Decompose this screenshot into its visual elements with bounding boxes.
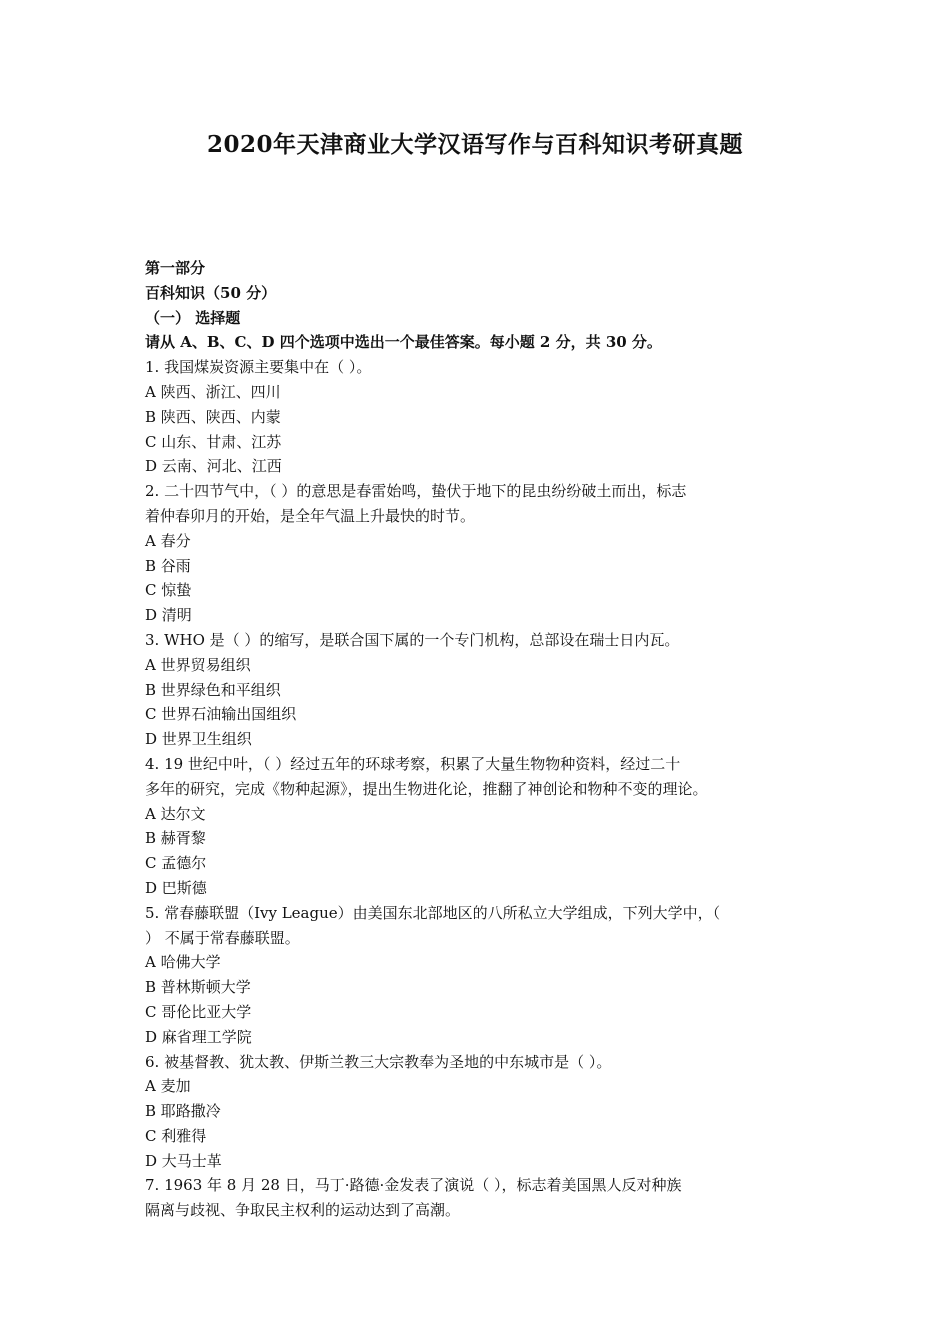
text-line: 1. 我国煤炭资源主要集中在（ ）。: [145, 358, 372, 377]
text-line: 6. 被基督教、犹太教、伊斯兰教三大宗教奉为圣地的中东城市是（ ）。: [145, 1052, 612, 1071]
text-line: 多年的研究，完成《物种起源》，提出生物进化论，推翻了神创论和物种不变的理论。: [145, 779, 708, 798]
text-line: 2. 二十四节气中，（ ）的意思是春雷始鸣，蛰伏于地下的昆虫纷纷破土而出，标志: [145, 482, 687, 501]
text-line: 7. 1963 年 8 月 28 日，马丁·路德·金发表了演说（ ），标志着美国黑人反对种族: [145, 1176, 682, 1195]
text-line: C 利雅得: [145, 1126, 207, 1145]
text-line: D 世界卫生组织: [145, 730, 252, 749]
text-line: B 赫胥黎: [145, 829, 206, 848]
text-line: B 谷雨: [145, 556, 191, 575]
document-title: 2020年天津商业大学汉语写作与百科知识考研真题: [206, 131, 743, 158]
text-line: C 世界石油输出国组织: [145, 705, 297, 724]
section-heading-line: 请从 A、B、C、D 四个选项中选出一个最佳答案。每小题 2 分，共 30 分。: [145, 333, 662, 352]
document-body: [145, 256, 805, 1223]
text-line: B 陕西、陕西、内蒙: [145, 407, 281, 426]
text-line: 4. 19 世纪中叶，（ ）经过五年的环球考察，积累了大量生物物种资料，经过二十: [145, 754, 681, 773]
text-line: 3. WHO 是（ ）的缩写，是联合国下属的一个专门机构，总部设在瑞士日内瓦。: [145, 630, 680, 649]
text-line: D 云南、河北、江西: [145, 457, 282, 476]
text-line: A 达尔文: [145, 804, 206, 823]
text-line: C 山东、甘肃、江苏: [145, 432, 282, 451]
text-line: A 麦加: [145, 1077, 191, 1096]
section-heading-line: 第一部分: [145, 259, 206, 277]
text-line: B 普林斯顿大学: [145, 978, 251, 997]
section-heading-line: （一） 选择题: [145, 308, 241, 327]
text-line: D 麻省理工学院: [145, 1027, 252, 1046]
text-line: C 惊蛰: [145, 581, 192, 600]
text-line: D 大马士革: [145, 1151, 222, 1170]
text-line: 着仲春卯月的开始，是全年气温上升最快的时节。: [145, 506, 476, 525]
text-line: B 世界绿色和平组织: [145, 680, 281, 699]
text-line: ） 不属于常春藤联盟。: [145, 928, 300, 947]
text-line: C 哥伦比亚大学: [145, 1002, 252, 1021]
text-line: D 巴斯德: [145, 878, 207, 897]
text-line: B 耶路撒冷: [145, 1102, 221, 1121]
text-line: A 哈佛大学: [145, 953, 221, 972]
section-heading-line: 百科知识（50 分）: [145, 283, 277, 302]
text-line: A 春分: [145, 531, 191, 550]
text-line: C 孟德尔: [145, 854, 207, 873]
text-line: A 世界贸易组织: [145, 655, 251, 674]
text-line: A 陕西、浙江、四川: [145, 382, 281, 401]
text-line: 5. 常春藤联盟（Ivy League）由美国东北部地区的八所私立大学组成，下列大学中，（: [145, 903, 721, 922]
text-line: D 清明: [145, 606, 192, 625]
text-line: 隔离与歧视、争取民主权利的运动达到了高潮。: [145, 1201, 461, 1220]
